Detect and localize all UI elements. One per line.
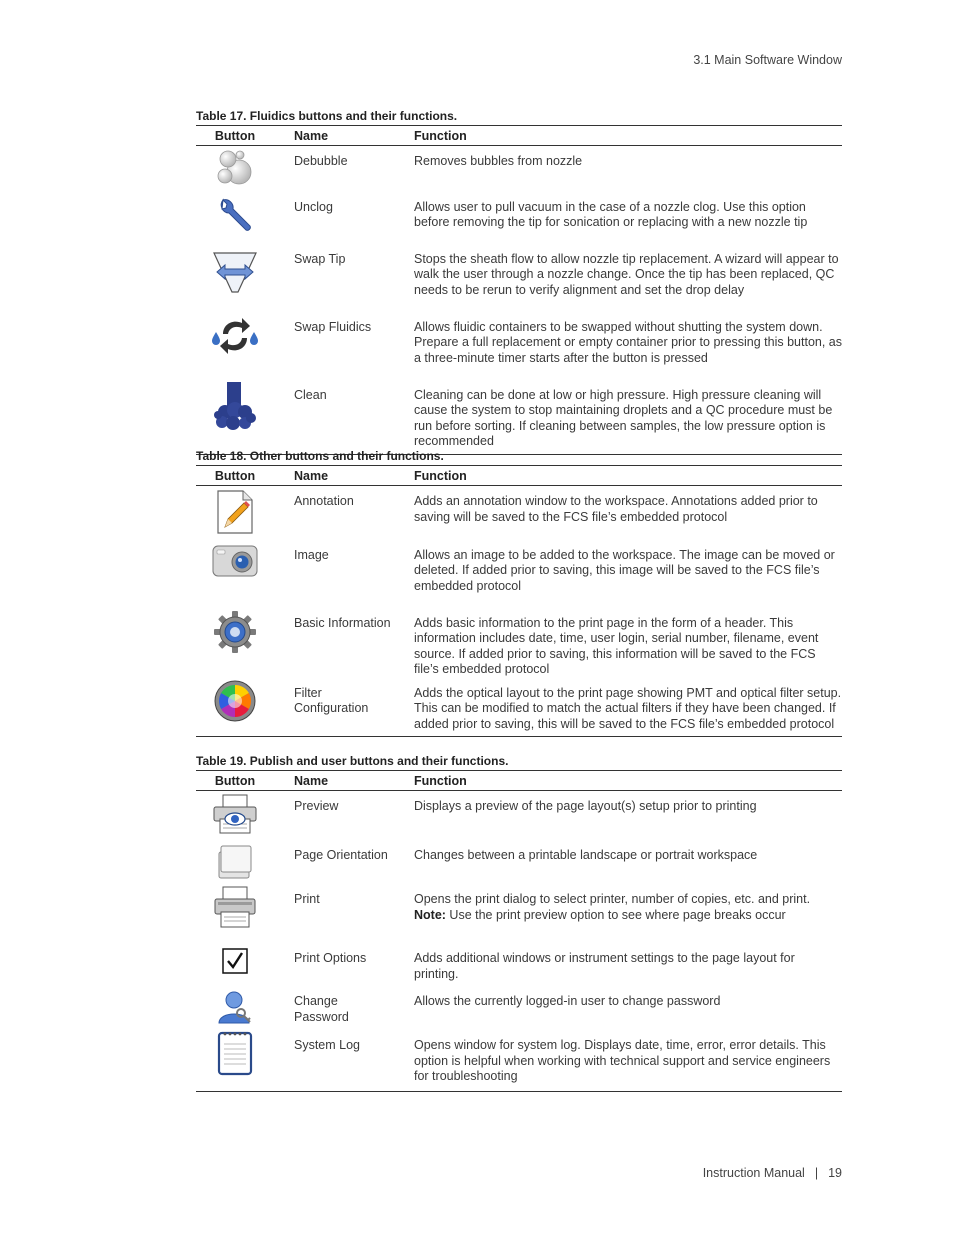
row-function: Changes between a printable landscape or portrait workspace xyxy=(414,847,758,862)
row-function: Displays a preview of the page layout(s) setup prior to printing xyxy=(414,799,757,813)
table-row xyxy=(196,312,842,380)
column-header-button: Button xyxy=(196,771,274,791)
row-function xyxy=(394,884,842,943)
table-row xyxy=(196,244,842,312)
row-function: Opens window for system log. Displays date, time, error, error details. This option is helpful when working with technical support and service engineers for troubleshooting xyxy=(394,1030,842,1091)
user-key-icon xyxy=(217,989,253,1025)
table-19 xyxy=(196,754,842,1092)
column-header-name: Name xyxy=(274,466,394,486)
column-header-function: Function xyxy=(394,771,842,791)
table-row xyxy=(196,1030,842,1091)
row-function: Adds additional windows or instrument settings to the page layout for printing. xyxy=(414,951,795,981)
footer-separator: | xyxy=(814,1166,819,1180)
table-row xyxy=(196,486,842,540)
table-caption: Table 18. Other buttons and their functions. xyxy=(196,449,842,466)
row-name: Basic Information xyxy=(294,615,391,630)
row-function: Allows user to pull vacuum in the case of a nozzle clog. Use this option before removing the tip for sonication or replacing with a new nozzle tip xyxy=(414,199,808,229)
row-name: Filter Configuration xyxy=(274,678,394,737)
table-row xyxy=(196,146,842,192)
table-row xyxy=(196,192,842,244)
column-header-button: Button xyxy=(196,466,274,486)
annotation-icon xyxy=(215,489,255,535)
column-header-function: Function xyxy=(394,466,842,486)
table-18 xyxy=(196,449,842,737)
table-row xyxy=(196,540,842,608)
row-name: Swap Tip xyxy=(294,251,346,266)
row-name: Debubble xyxy=(294,154,348,168)
running-header: 3.1 Main Software Window xyxy=(693,53,842,67)
column-header-name: Name xyxy=(274,126,394,146)
column-header-button: Button xyxy=(196,126,274,146)
page-orientation-icon xyxy=(217,844,253,880)
running-footer xyxy=(703,1166,842,1180)
row-name: Clean xyxy=(274,380,394,455)
printer-icon xyxy=(213,886,257,928)
checkbox-icon xyxy=(222,948,248,974)
row-name: Page Orientation xyxy=(294,847,388,862)
notepad-icon xyxy=(217,1030,253,1076)
row-name: Annotation xyxy=(294,494,354,508)
table-row xyxy=(196,986,842,1030)
column-header-function: Function xyxy=(394,126,842,146)
table-row xyxy=(196,840,842,885)
bubbles-icon xyxy=(215,147,255,187)
table-row xyxy=(196,884,842,943)
clean-icon xyxy=(213,382,257,430)
table-row xyxy=(196,791,842,840)
manual-title: Instruction Manual xyxy=(702,1166,805,1180)
table-row xyxy=(196,380,842,455)
row-name: Change Password xyxy=(294,994,349,1024)
row-name: System Log xyxy=(274,1030,394,1091)
note-label: Note: xyxy=(414,907,446,922)
swap-tip-icon xyxy=(211,250,259,294)
row-name: Preview xyxy=(294,799,339,813)
note-text: Use the print preview option to see where page breaks occur xyxy=(445,907,786,922)
page-number: 19 xyxy=(828,1166,842,1180)
row-name: Swap Fluidics xyxy=(294,319,372,334)
row-function: Stops the sheath flow to allow nozzle tip replacement. A wizard will appear to walk the user through a nozzle change. Once the tip has been replaced, QC needs to be rerun to verify alignment and set the drop delay xyxy=(414,251,839,297)
wrench-icon xyxy=(215,196,255,236)
table-caption: Table 19. Publish and user buttons and their functions. xyxy=(196,754,842,771)
row-function: Cleaning can be done at low or high pressure. High pressure cleaning will cause the system to stop maintaining droplets and a QC procedure must be run before sorting. If cleaning between samples, the low pressure option is recommended xyxy=(394,380,842,455)
color-wheel-icon xyxy=(214,680,256,722)
row-function: Allows the currently logged-in user to change password xyxy=(414,994,721,1008)
table-row xyxy=(196,678,842,737)
swap-fluidics-icon xyxy=(209,314,261,358)
gear-icon xyxy=(213,610,257,654)
row-function: Adds basic information to the print page in the form of a header. This information includes date, time, user login, serial number, filename, event source. If added prior to saving, this information will be saved to the FCS file’s embedded protocol xyxy=(414,615,819,676)
table-row xyxy=(196,608,842,678)
print-preview-icon xyxy=(212,793,258,835)
table-row xyxy=(196,943,842,986)
row-name: Print xyxy=(294,892,320,906)
row-function: Adds the optical layout to the print page showing PMT and optical filter setup. This can be modified to match the actual filters if they have been changed. If added prior to saving, this will be saved to the FCS file’s embedded protocol xyxy=(394,678,842,737)
other-buttons-table xyxy=(196,466,842,737)
row-function-text: Opens the print dialog to select printer, number of copies, etc. and print. xyxy=(414,892,811,906)
column-header-name: Name xyxy=(274,771,394,791)
row-name: Print Options xyxy=(294,951,367,965)
table-caption: Table 17. Fluidics buttons and their functions. xyxy=(196,109,842,126)
row-function: Allows an image to be added to the workspace. The image can be moved or deleted. If added prior to saving, this image will be saved to the FCS file’s embedded protocol xyxy=(414,547,835,593)
row-name: Image xyxy=(294,547,329,562)
row-function: Allows fluidic containers to be swapped without shutting the system down. Prepare a full replacement or empty container prior to pressing this button, as a three-minute timer starts after the button is pressed xyxy=(414,319,842,365)
row-name: Unclog xyxy=(294,199,333,214)
fluidics-table xyxy=(196,126,842,455)
row-function: Adds an annotation window to the workspace. Annotations added prior to saving will be saved to the FCS file’s embedded protocol xyxy=(414,494,818,524)
publish-user-table xyxy=(196,771,842,1092)
table-17 xyxy=(196,109,842,455)
row-function: Removes bubbles from nozzle xyxy=(414,154,583,168)
camera-icon xyxy=(212,544,258,578)
